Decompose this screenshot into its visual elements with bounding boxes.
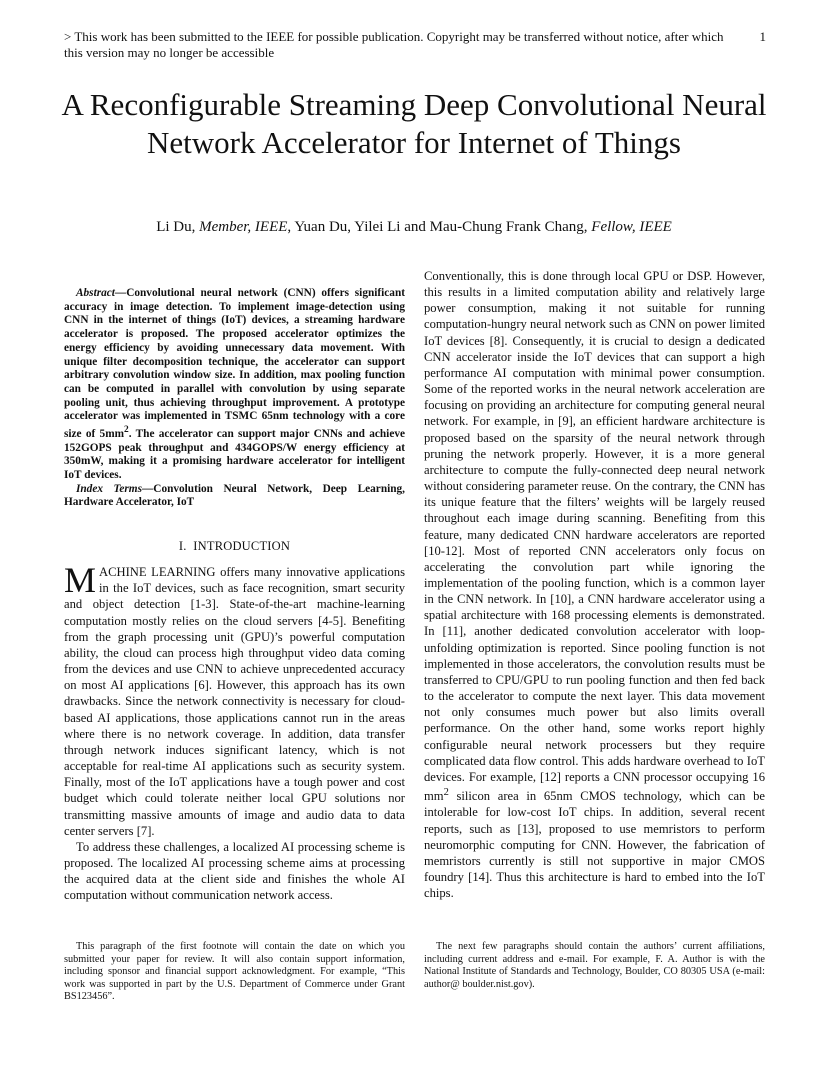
section-heading: [64, 538, 405, 554]
superscript: 2: [443, 787, 449, 798]
index-terms-text: —Convolution Neural Network, Deep Learning, Hardware Accelerator, IoT: [64, 482, 405, 509]
author-role: Fellow, IEEE: [591, 219, 672, 235]
body-text: Conventionally, this is done through local GPU or DSP. However, this results in a limited computation ability and relatively large power consumption, making it not suitable for running computation-hungry neural network such as CNN on power limited IoT devices [8]. Consequently, it is crucial to design a dedicated CNN accelerator inside the IoT devices that can support a high performance AI computation with minimal power consumption. Some of the reported works in the neural network acceleration are focusing on providing an architecture for computing general neural network. For example, in [9], an efficient hardware architecture is proposed based on the sparsity of the neural network through pruning the network properly. However, it is a more general architecture to compute the fully-connected deep neural network without considering parameter reuse. On the contrary, the CNN has its unique feature that the filters’ weights will be largely reused throughout each image during scanning. Benefiting from this feature, many dedicated CNN hardware accelerators are reported [10-12]. Most of reported CNN accelerators only focus on accelerating the convolution part while ignoring the implementation of the pooling function, which is a common layer in the CNN network. In [10], a CNN hardware accelerator using a spatial architecture with 168 processing elements is demonstrated. In [11], another dedicated convolution accelerator with loop-unfolding optimization is reported. Since pooling function is not implemented in those accelerators, the convolution results must be transferred to CPU/GPU to run pooling function and then fed back to the accelerator to compute the next layer. This data movement not only consumes much power but also limits overall performance. On the other hand, some works report highly configurable neural network processers but they require complicated data flow control. This adds hardware overhead to IoT devices. For example, [12] reports a CNN processor occupying 16 mm: [424, 269, 765, 804]
left-column: [64, 287, 405, 903]
section-number: I.: [178, 539, 187, 554]
author-name: Li Du,: [156, 219, 200, 235]
abstract-text: —Convolutional neural network (CNN) offers significant accuracy in image detection. To implement image-detection using CNN in the internet of things (IoT) devices, a streaming hardware accelerator is proposed. The proposed accelerator optimizes the energy efficiency by avoiding unnecessary data movement. With unique filter decomposition technique, the accelerator can support arbitrary convolution window size. In addition, max pooling function can be computed in parallel with convolution by using separate pooling unit, thus achieving throughput improvement. A prototype accelerator was implemented in TSMC 65nm technology with a core size of 5mm: [64, 287, 405, 440]
footnote-right: The next few paragraphs should contain the authors’ current affiliations, including current address and e-mail. For example, F. A. Author is with the National Institute of Standards and Technology, Boulder, CO 80305 USA (e-mail: author@ boulder.nist.gov).: [424, 941, 765, 990]
author-list: [60, 218, 768, 236]
right-column: [424, 268, 765, 901]
header-note: > This work has been submitted to the IEEE for possible publication. Copyright may be transferred without notice, after which this version may no longer be accessible: [64, 29, 724, 60]
body-text-end: silicon area in 65nm CMOS technology, which can be intolerable for low-cost IoT chips. In addition, several recent reports, such as [13], proposed to use memristors to perform neuromorphic computing for CNN. However, the fabrication of memristors currently is still not supportive in major CMOS foundry [14]. Thus this architecture is hard to embed into the IoT chips.: [424, 789, 765, 901]
abstract-label: Abstract: [76, 287, 115, 299]
section-initial: I: [193, 539, 198, 554]
abstract-text-end: . The accelerator can support major CNNs and achieve 152GOPS peak throughput and 434GOPS/W energy efficiency at 350mW, making it a promising hardware accelerator for intelligent IoT devices.: [64, 427, 405, 481]
index-terms: [64, 483, 405, 510]
author-role: Member, IEEE: [199, 219, 288, 235]
author-names: , Yuan Du, Yilei Li and Mau-Chung Frank Chang,: [287, 219, 592, 235]
section-title: NTRODUCTION: [197, 539, 291, 554]
intro-text: offers many innovative applications in the IoT devices, such as face recognition, smart security and object detection [1-3]. State-of-the-art machine-learning computation mostly relies on the cloud servers [4-5]. Benefiting from the graph processing unit (GPU)’s powerful computation ability, the cloud can process high throughput video data coming from the devices and use CNN to achieve unprecedented accuracy on most AI applications [6]. However, this approach has its own drawbacks. Since the network connectivity is necessary for cloud-based AI applications, those applications cannot run in the areas where there is no network coverage. In addition, data transfer through network induces significant latency, which is not acceptable for real-time AI applications such as security system. Finally, most of the IoT applications have a tough power and cost budget which could tolerate neither local GPU solutions nor transmitting massive amounts of image and audio data to data center servers [7].: [64, 565, 405, 838]
drop-cap: M: [64, 560, 97, 601]
abstract: [64, 287, 405, 483]
body-paragraph: To address these challenges, a localized AI processing scheme is proposed. The localized AI processing scheme aims at processing the acquired data at the client side and finishes the whole AI computation without communication network access.: [64, 839, 405, 903]
footnote-left: This paragraph of the first footnote will contain the date on which you submitted your paper for review. It will also contain support information, including sponsor and financial support acknowledgment. For example, “This work was supported in part by the U.S. Department of Commerce under Grant BS123456”.: [64, 941, 405, 1003]
page-number: 1: [759, 29, 766, 44]
intro-paragraph: [64, 560, 405, 839]
index-terms-label: Index Terms: [76, 482, 142, 495]
abstract-superscript: 2: [124, 425, 129, 436]
lead-words: ACHINE LEARNING: [99, 565, 216, 580]
paper-title: A Reconfigurable Streaming Deep Convolutional Neural Network Accelerator for Internet of Things: [61, 87, 767, 160]
body-paragraph: [424, 268, 765, 901]
